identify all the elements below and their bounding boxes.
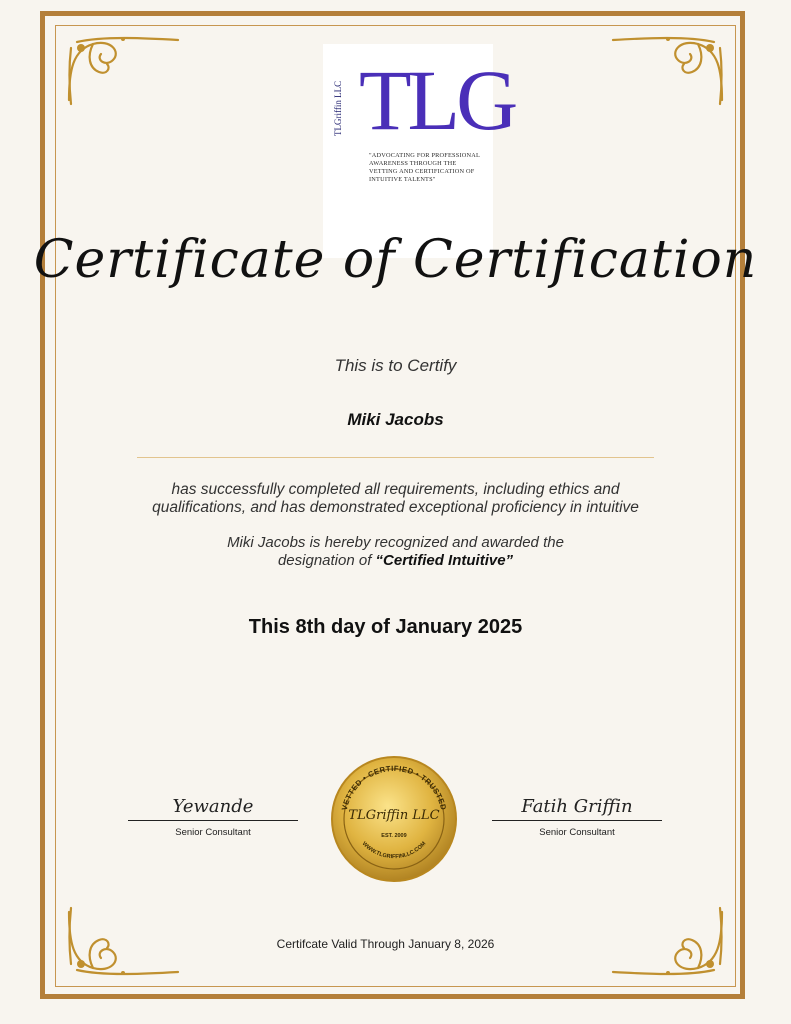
signature: Fatih Griffin	[521, 796, 633, 817]
logo-letters: TLG	[359, 52, 515, 148]
award-line	[150, 552, 641, 570]
logo-vertical-text: TLGriffin LLC	[333, 80, 343, 136]
logo-tagline-line: AWARENESS THROUGH THE	[369, 160, 457, 167]
recipient-name: Miki Jacobs	[347, 410, 444, 429]
certificate-title: Certificate of Certification	[33, 230, 758, 290]
statement-line: has successfully completed all requirements, including ethics and	[171, 481, 620, 498]
corner-flourish-icon	[63, 30, 183, 110]
statement-line: qualifications, and has demonstrated exceptional proficiency in intuitive	[152, 499, 639, 516]
signature-block-left	[128, 794, 298, 838]
logo-tagline	[369, 152, 495, 184]
logo-tagline-line: INTUITIVE TALENTS"	[369, 176, 436, 183]
validity-text: Certifcate Valid Through January 8, 2026	[276, 937, 495, 951]
signer-role: Senior Consultant	[539, 827, 615, 838]
seal-website: WWW.TLGRIFFINLLC.COM	[360, 840, 428, 861]
company-logo	[323, 44, 515, 258]
certify-text: This is to Certify	[334, 356, 457, 375]
seal-ring-text: VETTED • CERTIFIED • TRUSTED	[339, 763, 449, 812]
signer-role: Senior Consultant	[175, 827, 251, 838]
award-designation: “Certified Intuitive”	[375, 552, 514, 569]
completion-statement	[120, 481, 671, 517]
award-line: Miki Jacobs is hereby recognized and awarded the	[227, 534, 564, 551]
gold-seal-icon	[324, 749, 464, 889]
logo-tagline-line: "ADVOCATING FOR PROFESSIONAL	[369, 152, 481, 159]
award-prefix: designation of	[277, 552, 376, 569]
signature: Yewande	[172, 796, 254, 817]
award-date: This 8th day of January 2025	[248, 616, 523, 638]
logo-tagline-line: VETTING AND CERTIFICATION OF	[369, 168, 475, 175]
corner-flourish-icon	[608, 30, 728, 110]
signature-line	[128, 820, 298, 821]
seal-center-text: TLGriffin LLC	[348, 808, 440, 823]
award-statement	[150, 534, 641, 570]
name-divider	[137, 457, 654, 458]
seal-established: EST. 2009	[381, 833, 407, 839]
signature-block-right	[492, 794, 662, 838]
signature-line	[492, 820, 662, 821]
